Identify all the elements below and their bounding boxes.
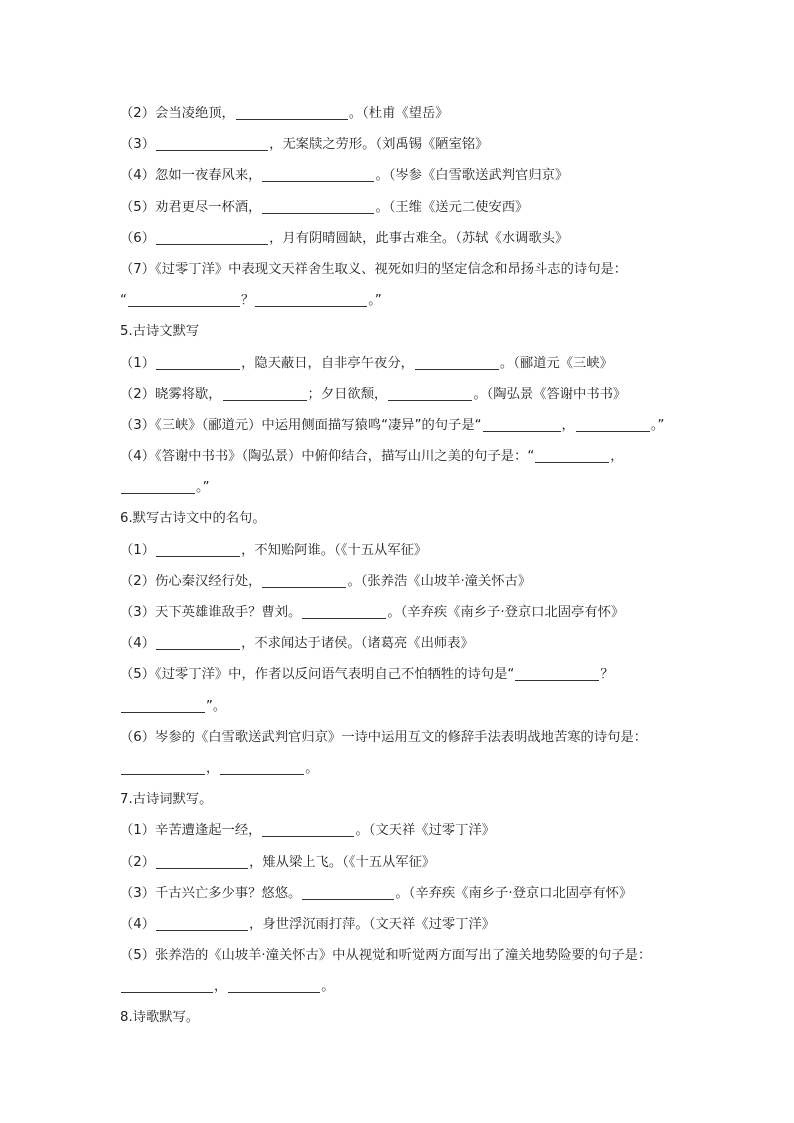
q4-item-6: （6） ，月有阴晴圆缺，此事古难全。（苏轼《水调歌头》 xyxy=(120,230,569,246)
answer-blank[interactable] xyxy=(156,916,248,931)
answer-blank[interactable] xyxy=(156,136,268,151)
answer-blank[interactable] xyxy=(156,230,268,245)
q4-item-7-answer: “ ？ 。” xyxy=(120,293,382,309)
q4-item-7: （7）《过零丁洋》中表现文天祥舍生取义、视死如归的坚定信念和昂扬斗志的诗句是： xyxy=(120,261,628,277)
answer-blank[interactable] xyxy=(262,822,354,837)
answer-blank[interactable] xyxy=(483,417,561,432)
q7-item-5-answer: ， 。 xyxy=(120,971,690,1002)
answer-blank[interactable] xyxy=(121,698,205,713)
section-5-heading: 5.古诗文默写 xyxy=(120,324,200,340)
q5-item-4-cont: 。” xyxy=(120,472,690,503)
answer-blank[interactable] xyxy=(262,167,374,182)
answer-blank[interactable] xyxy=(121,760,205,775)
q7-item-1: （1）辛苦遭逢起一经， 。（文天祥《过零丁洋》 xyxy=(120,823,496,839)
answer-blank[interactable] xyxy=(156,854,248,869)
q6-item-3: （3）天下英雄谁敌手？曹刘。 。（辛弃疾《南乡子·登京口北固亭有怀》 xyxy=(120,605,625,620)
document-page xyxy=(120,98,690,1034)
answer-blank[interactable] xyxy=(128,292,240,307)
q7-item-2: （2） ，雉从梁上飞。（《十五从军征》 xyxy=(120,854,436,870)
q6-item-6: （6）岑参的《白雪歌送武判官归京》一诗中运用互文的修辞手法表明战地苦寒的诗句是： xyxy=(120,729,648,745)
answer-blank[interactable] xyxy=(121,479,195,494)
q6-item-4: （4） ，不求闻达于诸侯。（诸葛亮《出师表》 xyxy=(120,636,474,652)
q4-item-4: （4）忽如一夜春风来， 。（岑参《白雪歌送武判官归京》 xyxy=(120,168,569,184)
q7-item-4: （4） ，身世浮沉雨打萍。（文天祥《过零丁洋》 xyxy=(120,916,496,932)
answer-blank[interactable] xyxy=(255,292,367,307)
q6-item-5: （5）《过零丁洋》中，作者以反问语气表明自己不怕牺牲的诗句是“ ？ xyxy=(120,667,614,683)
q7-item-5: （5）张养浩的《山坡羊·潼关怀古》中从视觉和听觉两方面写出了潼关地势险要的句子是： xyxy=(120,948,652,964)
q7-item-3: （3）千古兴亡多少事？悠悠。 。（辛弃疾《南乡子·登京口北固亭有怀》 xyxy=(120,885,633,901)
answer-blank[interactable] xyxy=(156,355,240,370)
answer-blank[interactable] xyxy=(121,978,213,993)
q4-item-3: （3） ，无案牍之劳形。（刘禹锡《陋室铭》 xyxy=(120,137,489,153)
answer-blank[interactable] xyxy=(156,635,240,650)
answer-blank[interactable] xyxy=(223,386,307,401)
answer-blank[interactable] xyxy=(262,199,374,214)
answer-blank[interactable] xyxy=(576,417,650,432)
q5-item-2: （2）晓雾将歇， ；夕日欲颓， 。（陶弘景《答谢中书书》 xyxy=(120,386,627,402)
q4-item-5: （5）劝君更尽一杯酒， 。（王维《送元二使安西》 xyxy=(120,199,529,215)
q5-item-4: （4）《答谢中书书》（陶弘景）中俯仰结合，描写山川之美的句子是：“ ， xyxy=(120,449,624,465)
answer-blank[interactable] xyxy=(535,448,609,463)
answer-blank[interactable] xyxy=(515,666,599,681)
q6-item-2: （2）伤心秦汉经行处， 。（张养浩《山坡羊·潼关怀古》 xyxy=(120,573,532,589)
answer-blank[interactable] xyxy=(228,978,320,993)
q4-item-2: （2）会当凌绝顶， 。（杜甫《望岳》 xyxy=(120,106,449,121)
answer-blank[interactable] xyxy=(156,542,240,557)
answer-blank[interactable] xyxy=(220,760,304,775)
answer-blank[interactable] xyxy=(236,105,348,120)
answer-blank[interactable] xyxy=(302,604,386,619)
q6-item-5-cont: ”。 xyxy=(120,691,690,722)
q6-item-6-answer: ， 。 xyxy=(120,753,690,784)
section-7-heading: 7.古诗词默写。 xyxy=(120,792,213,808)
q6-item-1: （1） ，不知贻阿谁。（《十五从军征》 xyxy=(120,542,428,558)
q5-item-3: （3）《三峡》（郦道元）中运用侧面描写猿鸣“凄异”的句子是“ ， 。” xyxy=(120,417,665,433)
q5-item-1: （1） ，隐天蔽日，自非亭午夜分， 。（郦道元《三峡》 xyxy=(120,355,613,371)
answer-blank[interactable] xyxy=(415,355,499,370)
answer-blank[interactable] xyxy=(388,386,472,401)
answer-blank[interactable] xyxy=(302,885,394,900)
section-6-heading: 6.默写古诗文中的名句。 xyxy=(120,511,266,527)
answer-blank[interactable] xyxy=(262,573,346,588)
section-8-heading: 8.诗歌默写。 xyxy=(120,1010,200,1026)
